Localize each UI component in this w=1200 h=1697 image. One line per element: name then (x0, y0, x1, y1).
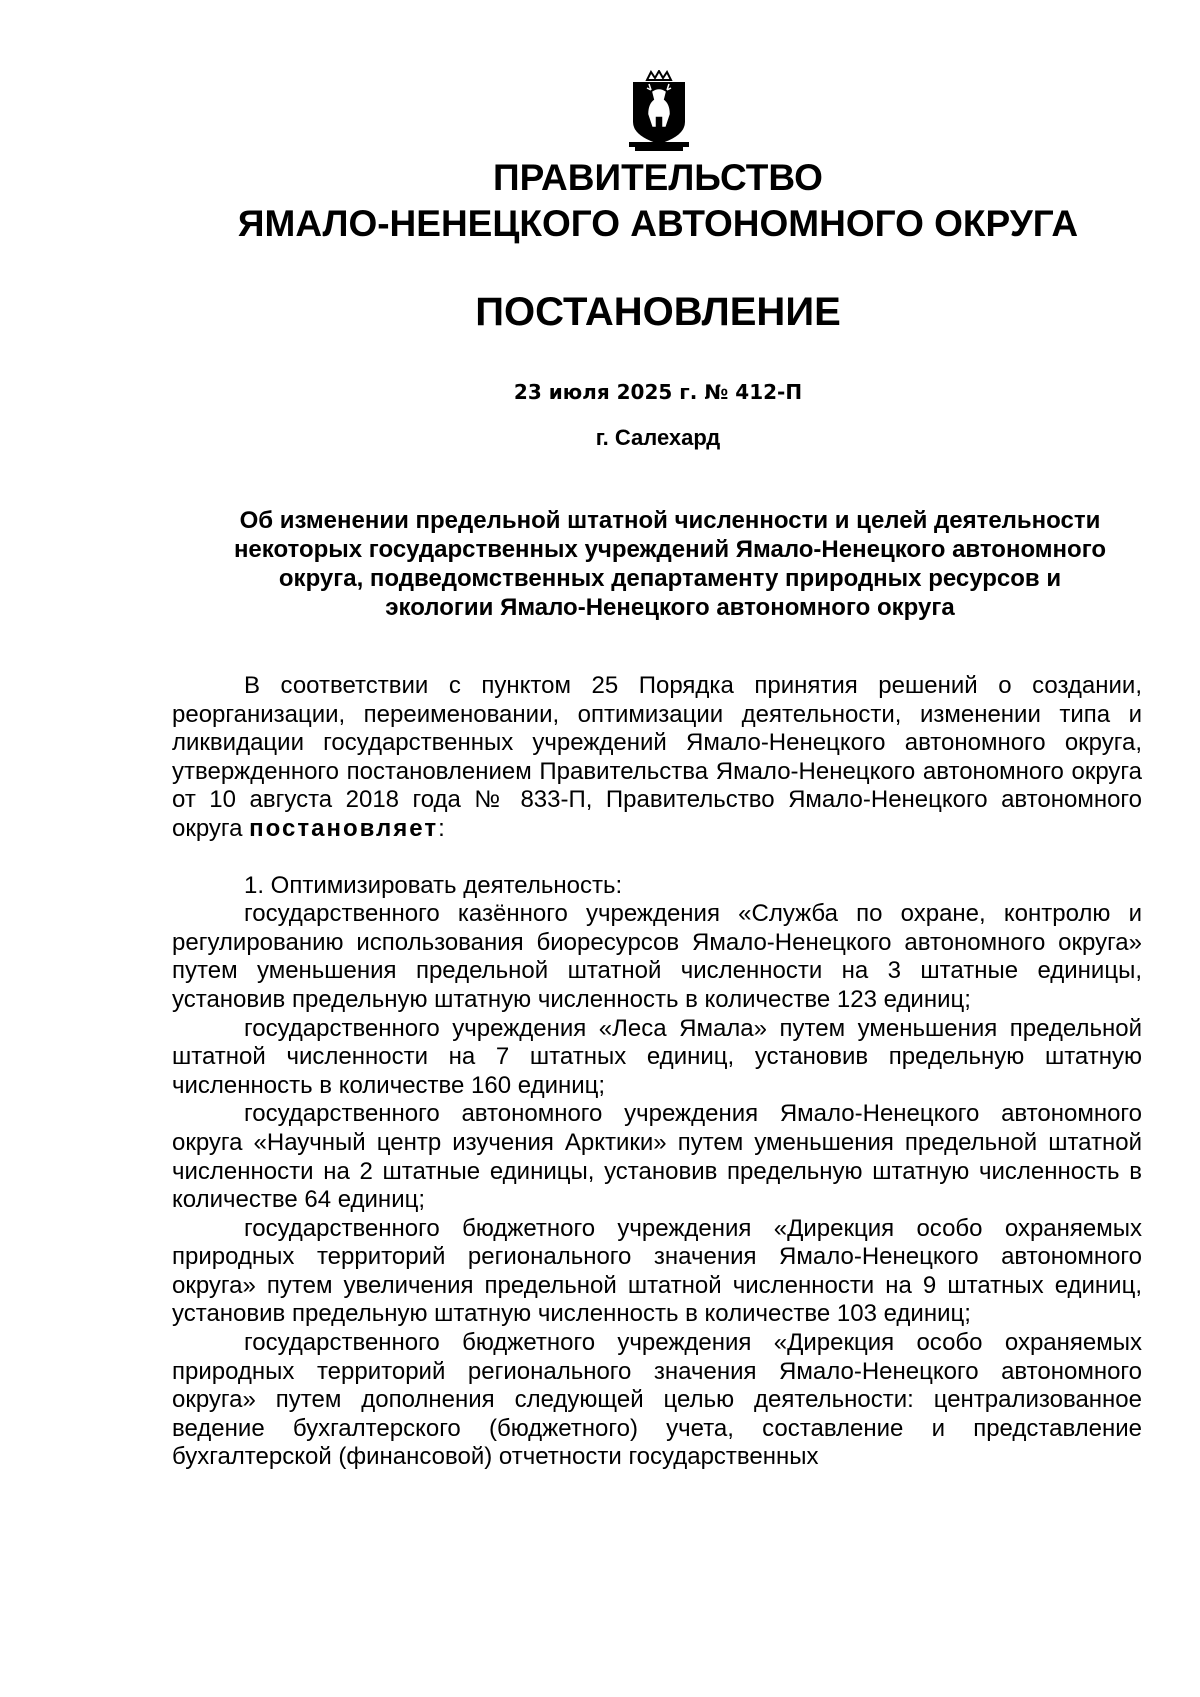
subject-line: экологии Ямало-Ненецкого автономного округа (385, 594, 955, 621)
intro-keyword: постановляет (249, 814, 439, 842)
item-paragraph: государственного учреждения «Леса Ямала» путем уменьшения предельной штатной численности на 7 штатных единиц, установив предельную штатную численность в количестве 160 единиц; (172, 1014, 1142, 1099)
government-title-line1: ПРАВИТЕЛЬСТВО (493, 157, 823, 198)
date-and-number: 23 июля 2025 г. № 412-П (513, 380, 803, 404)
item-paragraph: государственного бюджетного учреждения «Дирекция особо охраняемых природных территорий регионального значения Ямало-Ненецкого автономного округа» путем увеличения предельной штатной численности на 9 штатных единиц, установив предельную штатную численность в количестве 103 единиц; (172, 1214, 1142, 1328)
subject-line: округа, подведомственных департаменту природных ресурсов и (278, 565, 1062, 592)
item-paragraph: государственного казённого учреждения «Служба по охране, контролю и регулированию использования биоресурсов Ямало-Ненецкого автономного округа» путем уменьшения предельной штатной численности на 3 штатные единицы, установив предельную штатную численность в количестве 123 единиц; (172, 900, 1142, 1013)
coat-of-arms-icon (625, 70, 693, 152)
subject-line: Об изменении предельной штатной численности и целей деятельности (239, 507, 1101, 534)
item-1-title: 1. Оптимизировать деятельность: (244, 871, 623, 899)
intro-end: : (438, 814, 445, 842)
city: г. Салехард (595, 425, 721, 450)
government-title-line2: ЯМАЛО-НЕНЕЦКОГО АВТОНОМНОГО ОКРУГА (237, 203, 1079, 244)
subject-line: некоторых государственных учреждений Ямало-Ненецкого автономного (233, 536, 1107, 563)
intro-text: В соответствии с пунктом 25 Порядка принятия решений о создании, реорганизации, переименовании, оптимизации деятельности, изменении типа и ликвидации государственных учреждений Ямало-Ненецкого автономного округа, утвержденного постановлением Правительства Ямало-Ненецкого автономного округа от 10 августа 2018 года № 833-П, Правительство Ямало-Ненецкого автономного округа (172, 672, 1142, 842)
document-type: ПОСТАНОВЛЕНИЕ (475, 290, 841, 334)
document-subject (170, 506, 1170, 622)
intro-paragraph (172, 672, 1142, 844)
item-paragraph: государственного бюджетного учреждения «Дирекция особо охраняемых природных территорий регионального значения Ямало-Ненецкого автономного округа» путем дополнения следующей целью деятельности: централизованное ведение бухгалтерского (бюджетного) учета, составление и представление бухгалтерской (финансовой) отчетности государственных (172, 1329, 1142, 1471)
document-body (172, 672, 1142, 1472)
item-paragraph: государственного автономного учреждения Ямало-Ненецкого автономного округа «Научный центр изучения Арктики» путем уменьшения предельной штатной численности на 2 штатные единицы, установив предельную штатную численность в количестве 64 единиц; (172, 1100, 1142, 1214)
